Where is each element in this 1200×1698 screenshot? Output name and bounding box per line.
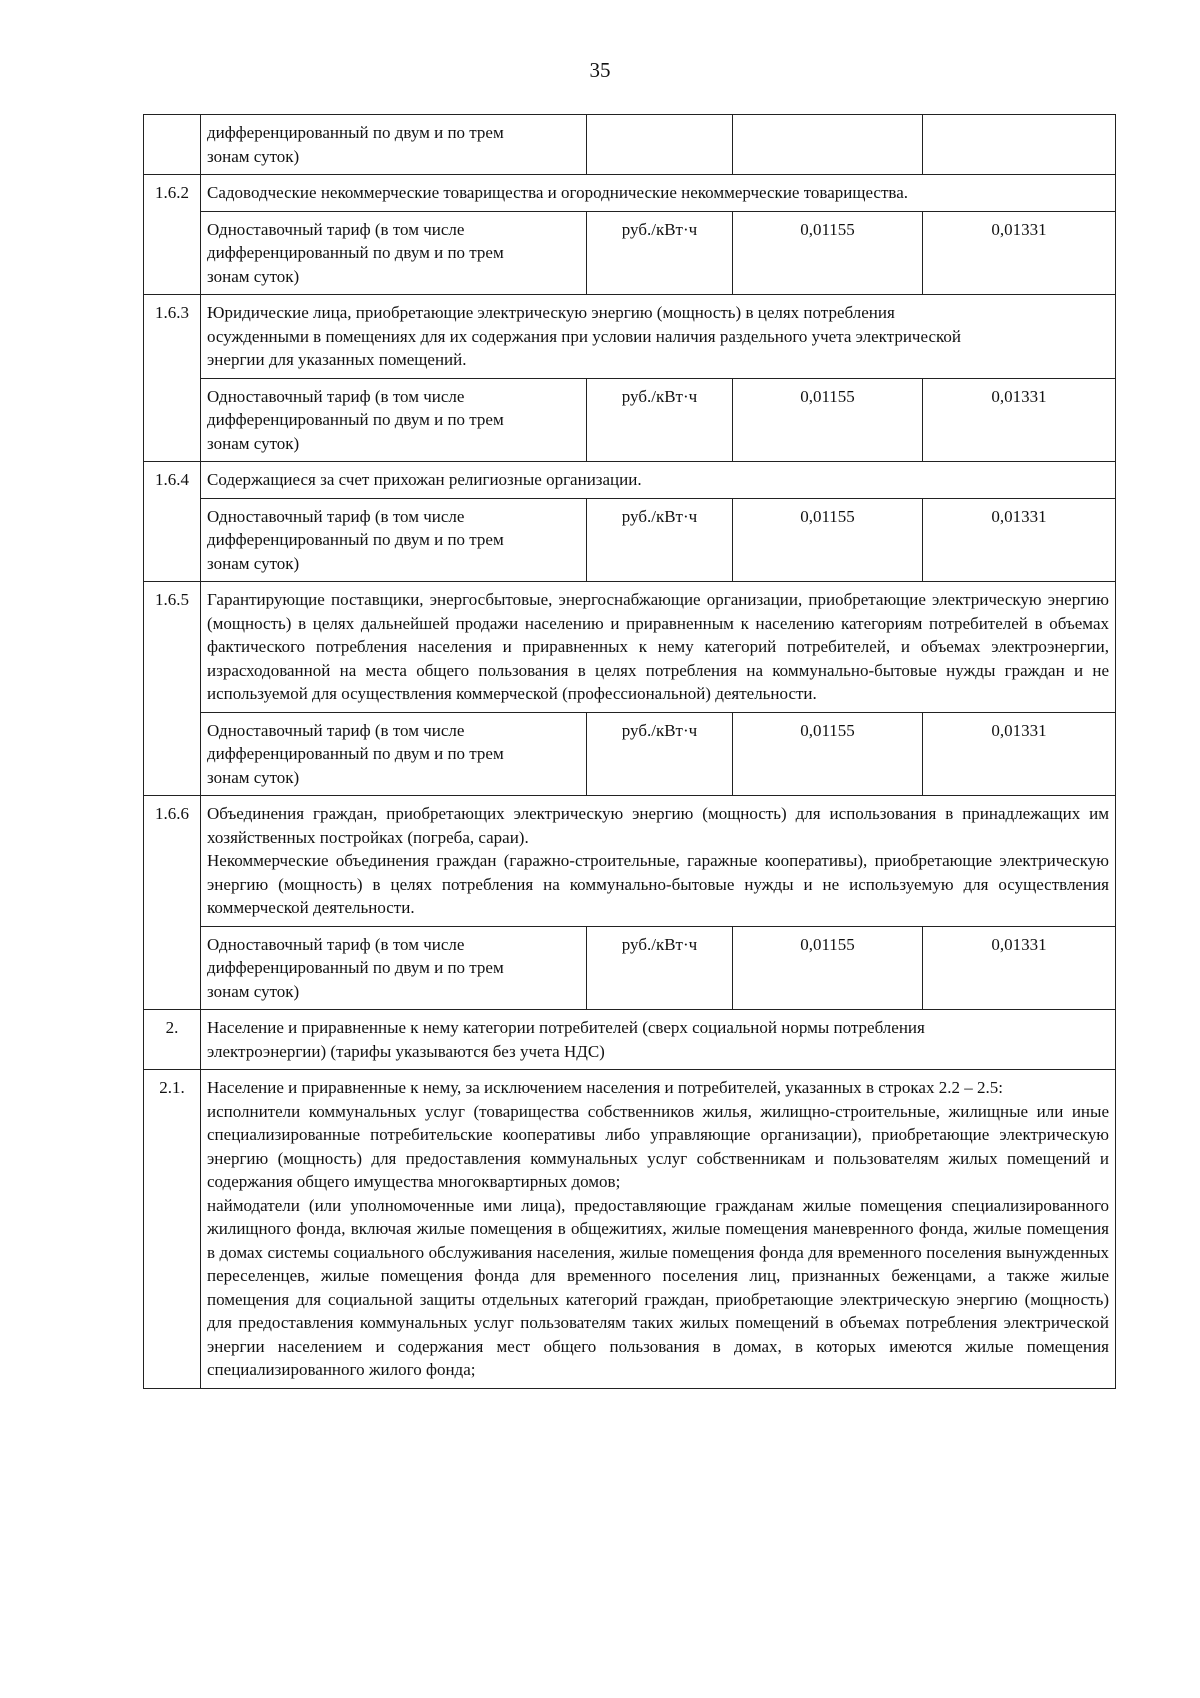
row-number: 1.6.4	[144, 462, 201, 582]
unit-cell: руб./кВт·ч	[587, 211, 733, 295]
table-row-tariff-1-6-4	[144, 498, 1116, 582]
section-title: Садоводческие некоммерческие товарищества и огороднические некоммерческие товарищества.	[201, 175, 1116, 212]
section-title: Население и приравненные к нему категории потребителей (сверх социальной нормы потребления электроэнергии) (тарифы указываются без учета НДС)	[201, 1010, 1116, 1070]
section-title: Юридические лица, приобретающие электрическую энергию (мощность) в целях потребления осужденными в помещениях для их содержания при условии наличия раздельного учета электрической энергии для указанных помещений.	[201, 295, 1116, 379]
tariff-name-cell: Одноставочный тариф (в том числе дифференцированный по двум и по трем зонам суток)	[201, 712, 587, 796]
tariff-name-cell: Одноставочный тариф (в том числе дифференцированный по двум и по трем зонам суток)	[201, 211, 587, 295]
table-row-section-1-6-2	[144, 175, 1116, 212]
row-number: 1.6.3	[144, 295, 201, 462]
value1-cell: 0,01155	[733, 712, 923, 796]
table-row-section-1-6-6	[144, 796, 1116, 927]
row-number: 1.6.2	[144, 175, 201, 295]
section-title: Гарантирующие поставщики, энергосбытовые, энергоснабжающие организации, приобретающие электрическую энергию (мощность) в целях дальнейшей продажи населению и приравненным к населению категориям потребителей в объемах фактического потребления населения и приравненных к нему категорий потребителей, и объемах электроэнергии, израсходованной на места общего пользования в целях потребления на коммунально-бытовые нужды граждан и не используемой для осуществления коммерческой (профессиональной) деятельности.	[201, 582, 1116, 713]
table-row-tariff-1-6-5	[144, 712, 1116, 796]
tariff-name-cell: Одноставочный тариф (в том числе дифференцированный по двум и по трем зонам суток)	[201, 498, 587, 582]
unit-cell: руб./кВт·ч	[587, 712, 733, 796]
value1-cell: 0,01155	[733, 211, 923, 295]
table-row-section-1-6-3	[144, 295, 1116, 379]
table-row-tariff-1-6-2	[144, 211, 1116, 295]
section-title: Содержащиеся за счет прихожан религиозные организации.	[201, 462, 1116, 499]
table-row-continuation	[144, 115, 1116, 175]
row-number-cell	[144, 115, 201, 175]
table-row-2	[144, 1010, 1116, 1070]
row-number: 1.6.6	[144, 796, 201, 1010]
table-row-section-1-6-5	[144, 582, 1116, 713]
table-row-section-1-6-4	[144, 462, 1116, 499]
table-row-tariff-1-6-3	[144, 378, 1116, 462]
section-title: Объединения граждан, приобретающих электрическую энергию (мощность) для использования в принадлежащих им хозяйственных постройках (погреба, сараи). Некоммерческие объединения граждан (гаражно-строительные, гаражные кооперативы), приобретающие электрическую энергию (мощность) в целях потребления на коммунально-бытовые нужды и не используемую для осуществления коммерческой деятельности.	[201, 796, 1116, 927]
unit-cell: руб./кВт·ч	[587, 378, 733, 462]
value1-cell	[733, 115, 923, 175]
row-number: 1.6.5	[144, 582, 201, 796]
section-title: Население и приравненные к нему, за исключением населения и потребителей, указанных в строках 2.2 – 2.5: исполнители коммунальных услуг (товарищества собственников жилья, жилищно-строительные, жилищные или иные специализированные потребительские кооперативы либо управляющие организации), приобретающие электрическую энергию (мощность) для предоставления коммунальных услуг собственникам и пользователям жилых помещений и содержания общего имущества многоквартирных домов; наймодатели (или уполномоченные ими лица), предоставляющие гражданам жилые помещения специализированного жилищного фонда, включая жилые помещения в общежитиях, жилые помещения маневренного фонда, жилые помещения в домах системы социального обслуживания населения, жилые помещения фонда для временного поселения вынужденных переселенцев, жилые помещения фонда для временного поселения лиц, признанных беженцами, а также жилые помещения для социальной защиты отдельных категорий граждан, приобретающие электрическую энергию (мощность) для предоставления коммунальных услуг пользователям таких жилых помещений в объемах потребления электрической энергии населением и содержания мест общего пользования в домах, в которых имеются жилые помещения специализированного жилого фонда;	[201, 1070, 1116, 1389]
value1-cell: 0,01155	[733, 378, 923, 462]
unit-cell	[587, 115, 733, 175]
value2-cell: 0,01331	[923, 378, 1116, 462]
tariff-name-cell: Одноставочный тариф (в том числе дифференцированный по двум и по трем зонам суток)	[201, 378, 587, 462]
tariff-table	[143, 114, 1116, 1389]
row-number: 2.1.	[144, 1070, 201, 1389]
value2-cell: 0,01331	[923, 498, 1116, 582]
tariff-name-cell: дифференцированный по двум и по трем зонам суток)	[201, 115, 587, 175]
unit-cell: руб./кВт·ч	[587, 926, 733, 1010]
value2-cell: 0,01331	[923, 712, 1116, 796]
value1-cell: 0,01155	[733, 926, 923, 1010]
table-row-tariff-1-6-6	[144, 926, 1116, 1010]
unit-cell: руб./кВт·ч	[587, 498, 733, 582]
tariff-name-cell: Одноставочный тариф (в том числе дифференцированный по двум и по трем зонам суток)	[201, 926, 587, 1010]
value2-cell: 0,01331	[923, 211, 1116, 295]
row-number: 2.	[144, 1010, 201, 1070]
value1-cell: 0,01155	[733, 498, 923, 582]
table-row-2-1	[144, 1070, 1116, 1389]
value2-cell: 0,01331	[923, 926, 1116, 1010]
page-number: 35	[589, 58, 611, 82]
value2-cell	[923, 115, 1116, 175]
